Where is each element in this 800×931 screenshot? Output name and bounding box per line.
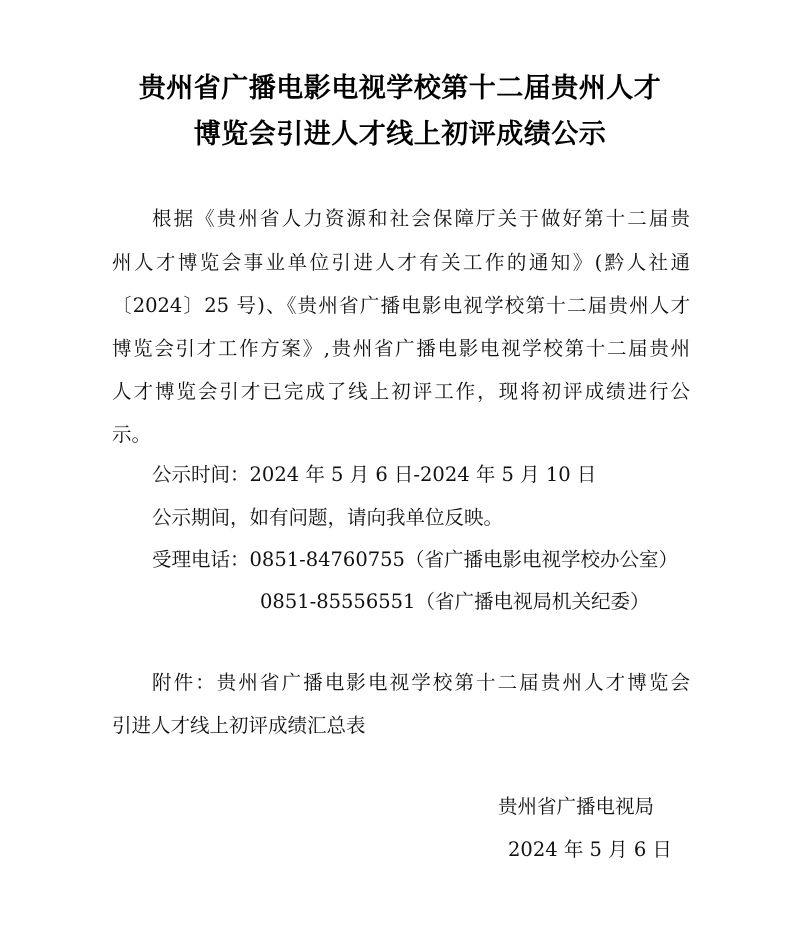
publicity-period: 公示时间：2024 年 5 月 6 日-2024 年 5 月 10 日 — [152, 463, 597, 486]
paragraph-line: 根据《贵州省人力资源和社会保障厅关于做好第十二届贵 — [152, 207, 690, 230]
signature-date: 2024 年 5 月 6 日 — [508, 838, 672, 861]
contact-phone-1: 受理电话：0851-84760755（省广播电影电视学校办公室） — [152, 548, 678, 571]
paragraph-line: 博览会引才工作方案》,贵州省广播电影电视学校第十二届贵州 — [112, 337, 690, 360]
paragraph-line: 人才博览会引才已完成了线上初评工作，现将初评成绩进行公 — [112, 380, 690, 403]
contact-phone-2: 0851-85556551（省广播电视局机关纪委） — [260, 590, 650, 613]
paragraph-line: 〔2024〕25 号)、《贵州省广播电影电视学校第十二届贵州人才 — [112, 294, 690, 317]
feedback-notice: 公示期间，如有问题，请向我单位反映。 — [152, 506, 504, 529]
attachment-line-1: 附件：贵州省广播电影电视学校第十二届贵州人才博览会 — [152, 671, 690, 694]
document-title-line-1: 贵州省广播电影电视学校第十二届贵州人才 — [138, 73, 662, 104]
paragraph-line: 州人才博览会事业单位引进人才有关工作的通知》(黔人社通 — [112, 251, 690, 274]
attachment-line-2: 引进人才线上初评成绩汇总表 — [112, 714, 366, 737]
document-title-line-2: 博览会引进人才线上初评成绩公示 — [193, 119, 607, 150]
paragraph-line: 示。 — [112, 423, 152, 446]
signature-organization: 贵州省广播电视局 — [498, 795, 655, 818]
